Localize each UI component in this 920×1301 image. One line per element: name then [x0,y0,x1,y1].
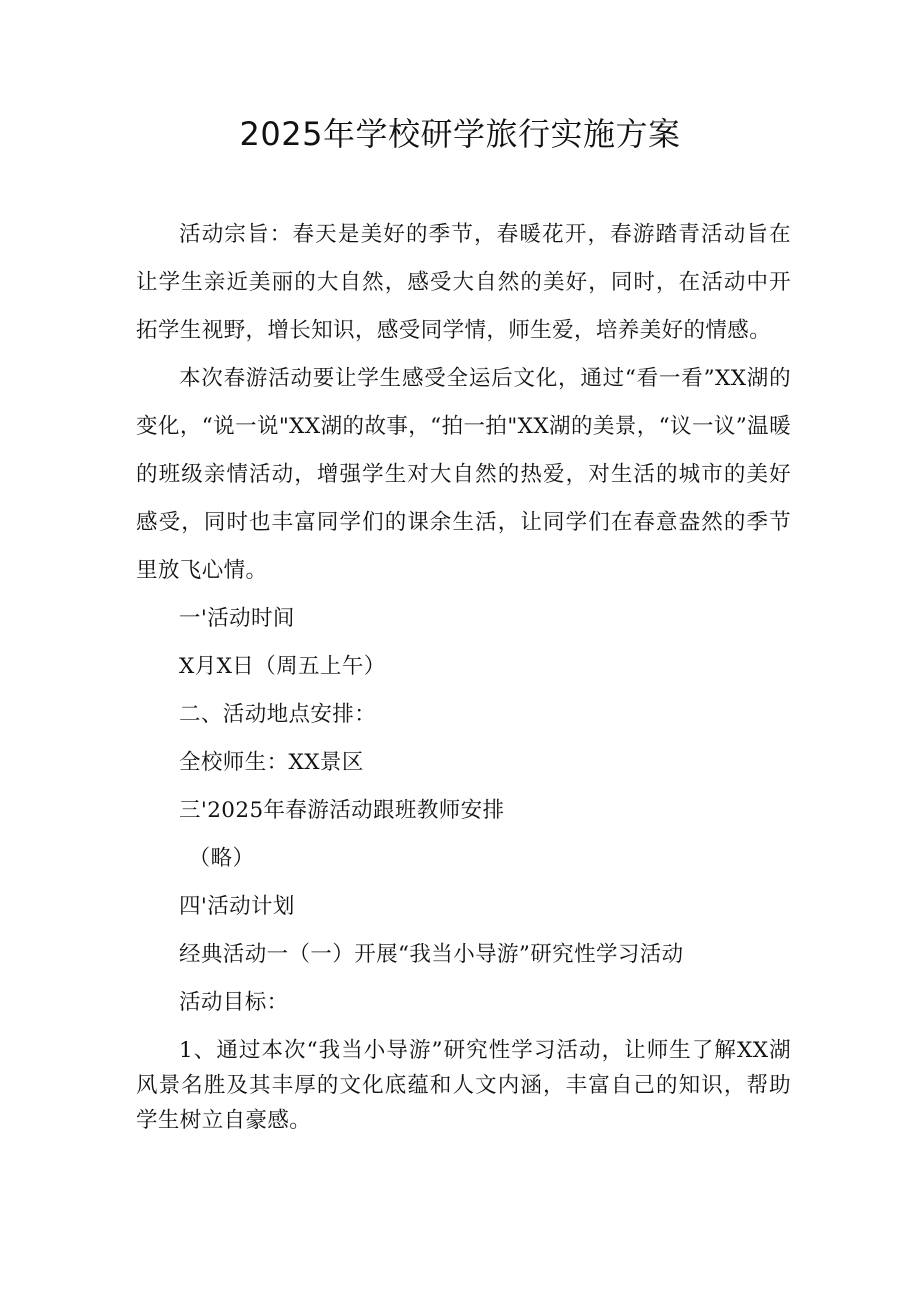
teacher-arrangement-omitted: （略） [188,846,255,871]
activity-time-value: X月X日（周五上午） [179,654,386,679]
location-value: 全校师生：XX景区 [179,750,364,775]
activity-goals-label: 活动目标： [179,990,289,1015]
activity-description-paragraph: 本次春游活动要让学生感受全运后文化，通过“看一看”XX湖的变化，“说一说"XX湖的故事，“拍一拍"XX湖的美景，“议一议”温暖的班级亲情活动，增强学生对大自然的热爱，对生活的城市的美好感受，同时也丰富同学们的课余生活，让同学们在春意盎然的季节里放飞心情。 [136,366,791,583]
section-teacher-arrangement-heading: 三'2025年春游活动跟班教师安排 [179,798,505,823]
classic-activity-one-heading: 经典活动一（一）开展“我当小导游”研究性学习活动 [179,942,684,967]
document-body [136,211,791,1138]
section-activity-time-heading: 一'活动时间 [179,606,295,631]
section-location-heading: 二、活动地点安排： [179,702,377,727]
activity-goal-1: 1、通过本次“我当小导游”研究性学习活动，让师生了解XX湖风景名胜及其丰厚的文化底蕴和人文内涵，丰富自己的知识，帮助学生树立自豪感。 [136,1038,791,1133]
document-title: 2025年学校研学旅行实施方案 [239,115,681,153]
section-activity-plan-heading: 四'活动计划 [179,894,295,919]
purpose-paragraph: 活动宗旨：春天是美好的季节，春暖花开，春游踏青活动旨在让学生亲近美丽的大自然，感受大自然的美好，同时，在活动中开拓学生视野，增长知识，感受同学情，师生爱，培养美好的情感。 [136,222,791,343]
